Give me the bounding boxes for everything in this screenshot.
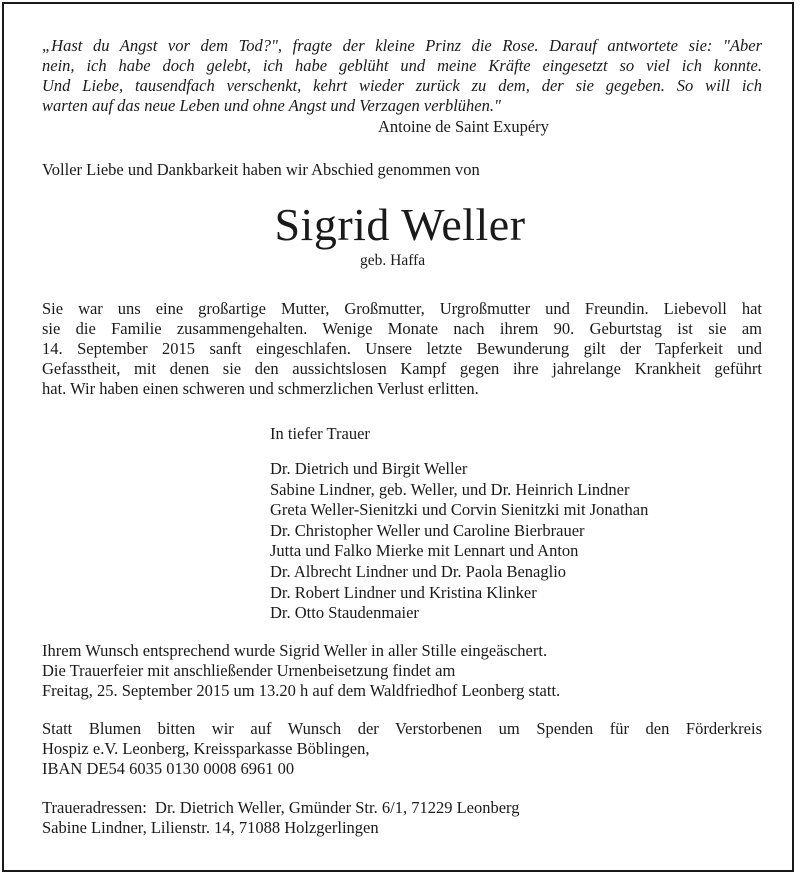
mourner-entry: Greta Weller-Sienitzki und Corvin Sienitzki mit Jonathan: [270, 500, 649, 520]
maiden-name: geb. Haffa: [360, 252, 426, 269]
quote-line: warten auf das neue Leben und ohne Angst und Verzagen verblühen.": [42, 96, 501, 115]
funeral-line: Die Trauerfeier mit anschließender Urnenbeisetzung findet am: [42, 661, 456, 680]
address-line: Traueradressen: Dr. Dietrich Weller, Gmünder Str. 6/1, 71229 Leonberg: [42, 798, 520, 817]
mourner-entry: Dr. Otto Staudenmaier: [270, 603, 419, 623]
intro-text: Voller Liebe und Dankbarkeit haben wir Abschied genommen von: [42, 160, 480, 179]
bio-line: sie die Familie zusammengehalten. Wenige Monate nach ihrem 90. Geburtstag ist sie am: [42, 319, 762, 338]
funeral-line: Freitag, 25. September 2015 um 13.20 h auf dem Waldfriedhof Leonberg statt.: [42, 681, 561, 700]
mourner-entry: Dr. Dietrich und Birgit Weller: [270, 459, 468, 478]
funeral-info: [42, 641, 762, 701]
quote-line: nein, ich habe doch gelebt, ich habe geblüht und meine Kräfte eingesetzt so viel ich konnte.: [42, 56, 762, 75]
quote-line: Und Liebe, tausendfach verschenkt, kehrt wieder zurück zu dem, der sie gegeben. So will ich: [42, 76, 762, 95]
bio-line: hat. Wir haben einen schweren und schmerzlichen Verlust erlitten.: [42, 379, 479, 398]
deceased-name: Sigrid Weller: [274, 199, 526, 250]
address-line: Sabine Lindner, Lilienstr. 14, 71088 Holzgerlingen: [42, 818, 379, 837]
donation-line: IBAN DE54 6035 0130 0008 6961 00: [42, 759, 295, 778]
mourner-entry: Dr. Christopher Weller und Caroline Bierbrauer: [270, 520, 585, 540]
bio-line: Gefasstheit, mit denen sie den aussichtslosen Kampf gegen ihre jahrelange Krankheit geführt: [42, 359, 762, 378]
mourner-entry: Jutta und Falko Mierke mit Lennart und Anton: [270, 541, 579, 561]
donation-line: Statt Blumen bitten wir auf Wunsch der Verstorbenen um Spenden für den Förderkreis: [42, 719, 762, 738]
quote-author: Antoine de Saint Exupéry: [378, 117, 549, 136]
mourner-entry: Dr. Albrecht Lindner und Dr. Paola Benaglio: [270, 561, 567, 581]
mourner-entry: Sabine Lindner, geb. Weller, und Dr. Heinrich Lindner: [270, 479, 630, 499]
bio-line: Sie war uns eine großartige Mutter, Großmutter, Urgroßmutter und Freundin. Liebevoll hat: [42, 299, 762, 318]
bio-line: 14. September 2015 sanft eingeschlafen. Unsere letzte Bewunderung gilt der Tapferkeit und: [42, 339, 762, 358]
mourning-heading: In tiefer Trauer: [270, 424, 370, 443]
quote-line: „Hast du Angst vor dem Tod?", fragte der kleine Prinz die Rose. Darauf antwortete sie: "Aber: [42, 36, 762, 55]
bio-paragraph: [42, 299, 762, 399]
funeral-line: Ihrem Wunsch entsprechend wurde Sigrid Weller in aller Stille eingeäschert.: [42, 641, 548, 660]
donation-info: [42, 719, 762, 779]
mourner-entry: Dr. Robert Lindner und Kristina Klinker: [270, 582, 537, 602]
donation-line: Hospiz e.V. Leonberg, Kreissparkasse Böblingen,: [42, 739, 370, 758]
quote-block: [42, 36, 762, 116]
mourning-addresses: [42, 798, 762, 838]
mourners-list: [270, 459, 648, 624]
